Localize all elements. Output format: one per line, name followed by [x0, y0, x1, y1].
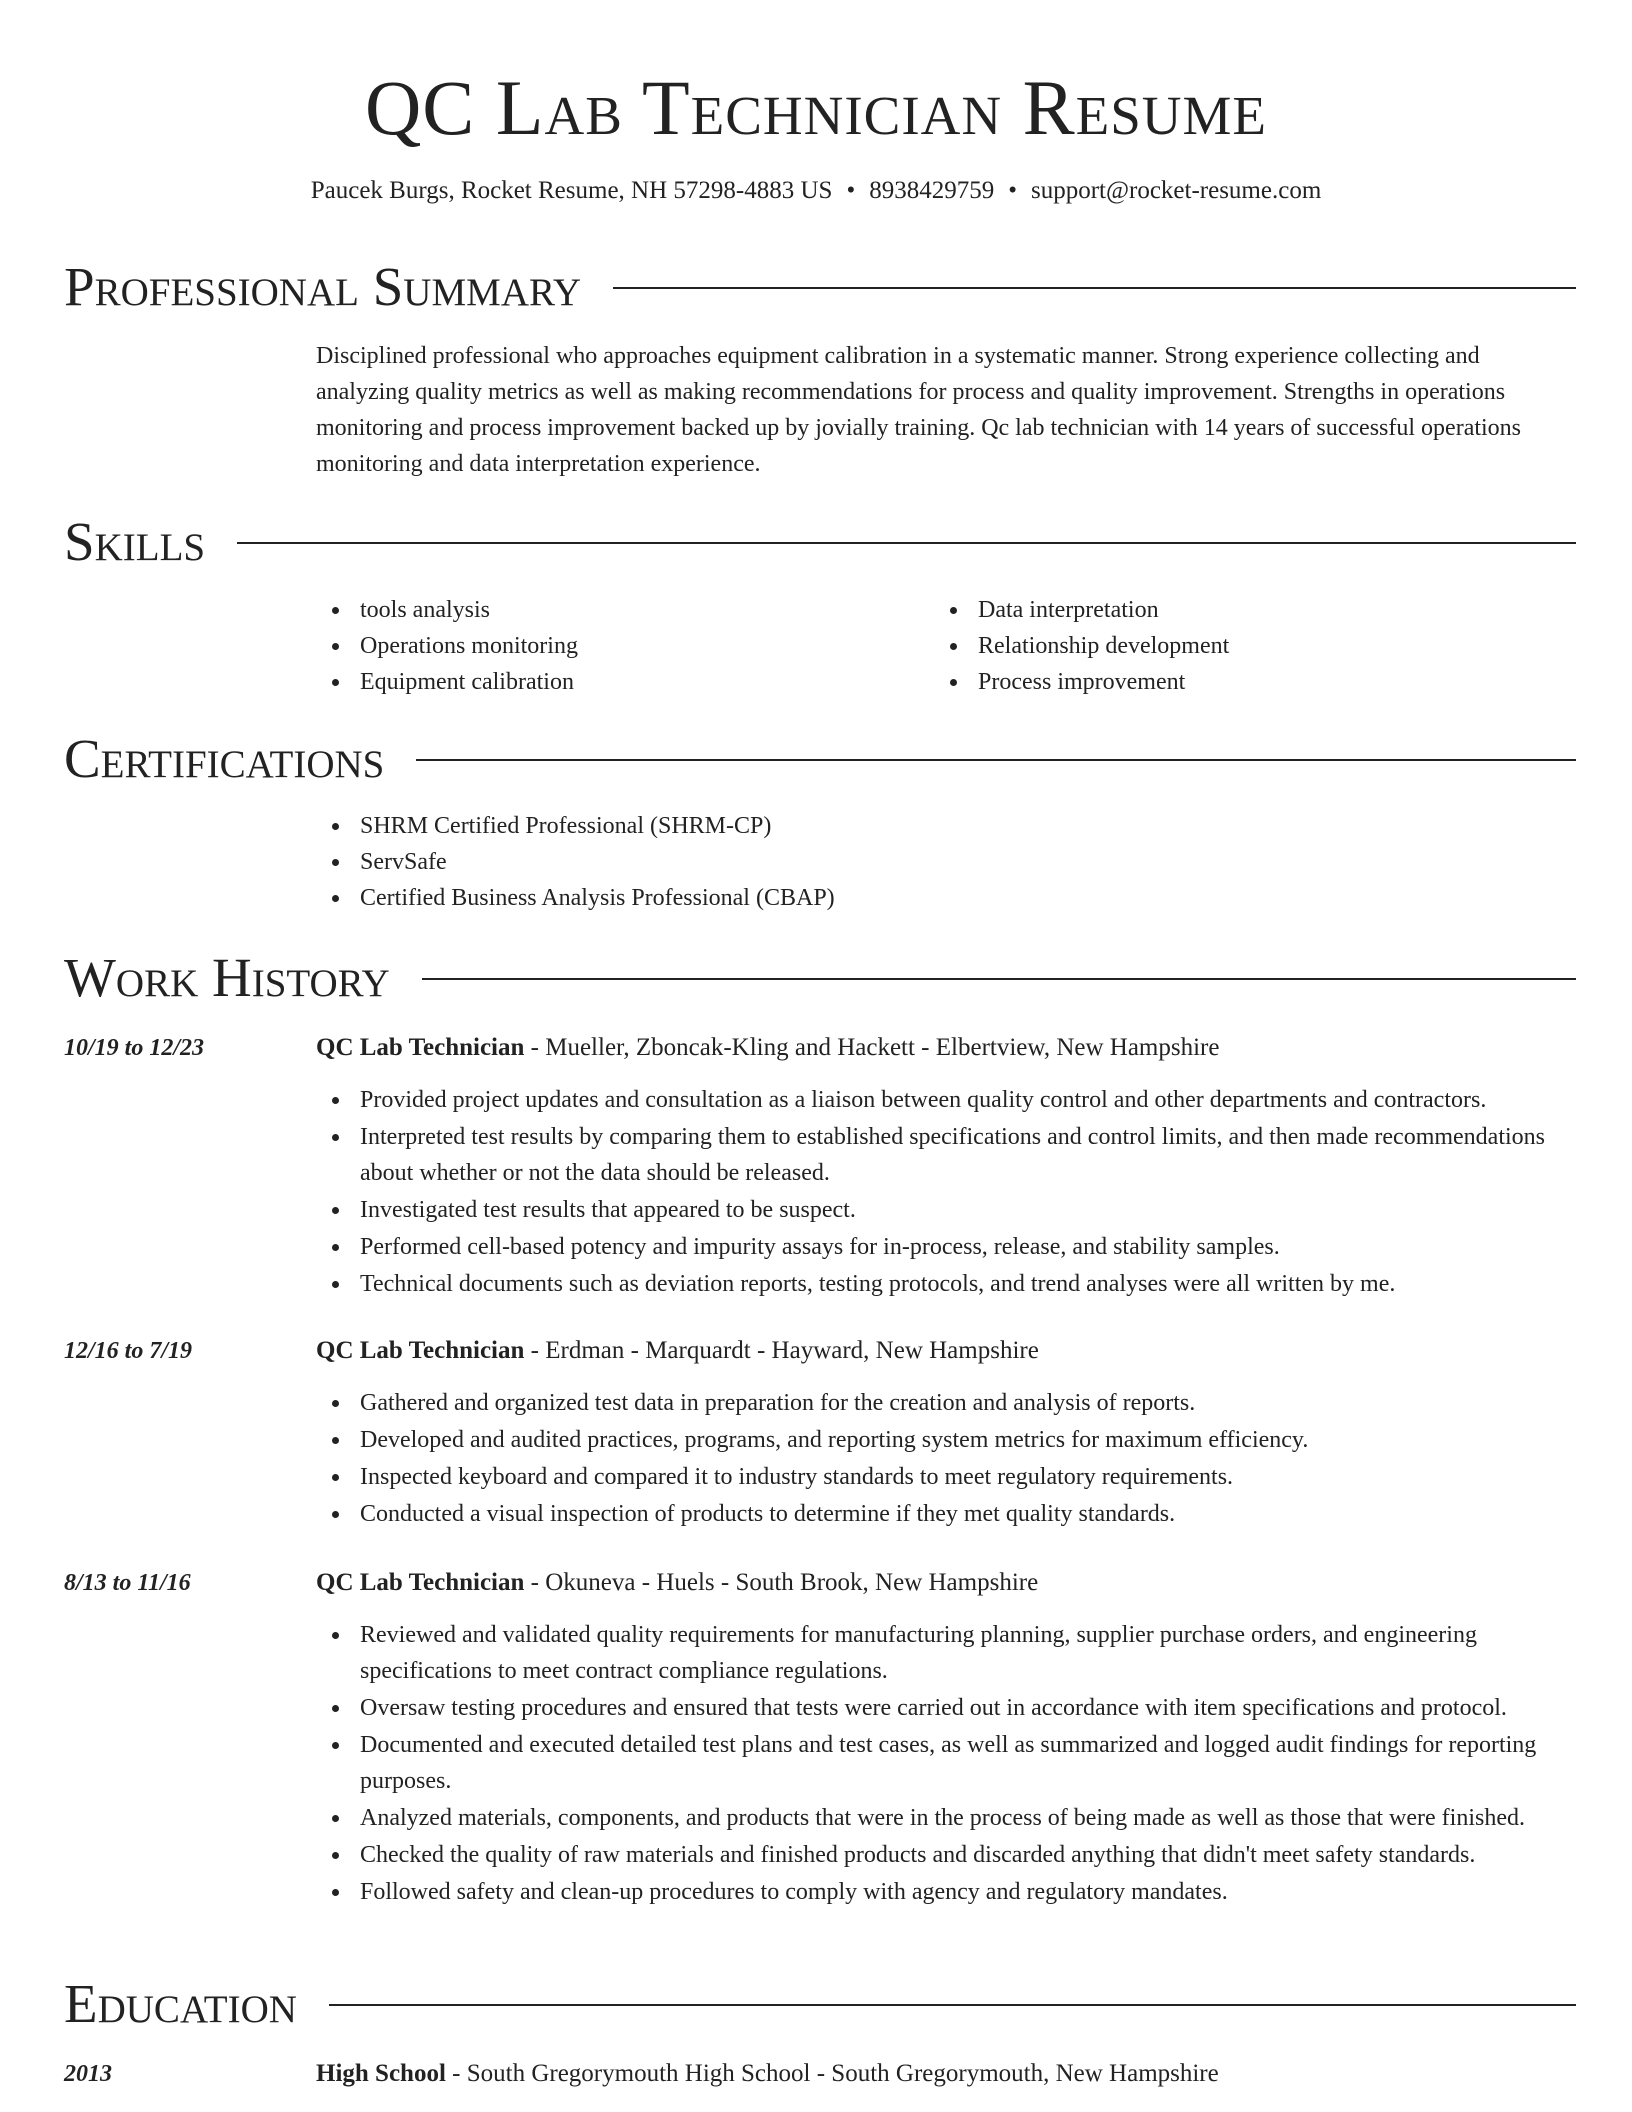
summary-block — [316, 338, 1578, 482]
certification-item: Certified Business Analysis Professional (CBAP) — [316, 880, 1578, 916]
job-employer: - Mueller, Zboncak-Kling and Hackett - Elbertview, New Hampshire — [524, 1034, 1220, 1061]
skill-item: Data interpretation — [934, 592, 1552, 628]
job-bullet: Interpreted test results by comparing them to established specifications and control limits, and then made recommendations about whether or not the data should be released. — [316, 1119, 1578, 1191]
section-title: Professional Summary — [64, 256, 582, 317]
contact-separator: • — [846, 177, 856, 204]
skill-item: Process improvement — [934, 664, 1552, 700]
skills-list — [316, 592, 1578, 700]
contact-phone: 8938429759 — [869, 177, 995, 204]
education-school: - South Gregorymouth High School - South Gregorymouth, New Hampshire — [445, 2060, 1219, 2087]
job-bullet: Provided project updates and consultation as a liaison between quality control and other departments and contractors. — [316, 1082, 1578, 1118]
skill-item: tools analysis — [316, 592, 934, 628]
job-bullet: Documented and executed detailed test plans and test cases, as well as summarized and logged audit findings for reporting purposes. — [316, 1727, 1578, 1799]
education-year: 2013 — [64, 2061, 112, 2087]
section-title: Skills — [64, 511, 206, 572]
job-bullets — [316, 1082, 1578, 1303]
job-employer: - Okuneva - Huels - South Brook, New Hampshire — [524, 1569, 1039, 1596]
job-bullet: Reviewed and validated quality requirements for manufacturing planning, supplier purchase orders, and engineering specifications to meet contract compliance regulations. — [316, 1617, 1578, 1689]
job-bullet: Developed and audited practices, programs, and reporting system metrics for maximum efficiency. — [316, 1422, 1578, 1458]
job-role: QC Lab Technician — [316, 1337, 525, 1364]
education-line — [316, 2056, 1578, 2092]
skills-column-left — [316, 592, 934, 700]
job-role: QC Lab Technician — [316, 1569, 525, 1596]
job-bullet: Inspected keyboard and compared it to industry standards to meet regulatory requirements. — [316, 1459, 1578, 1495]
job-bullet: Gathered and organized test data in preparation for the creation and analysis of reports. — [316, 1385, 1578, 1421]
contact-email: support@rocket-resume.com — [1030, 177, 1322, 204]
resume-title: QC Lab Technician Resume — [364, 64, 1268, 151]
job-dates: 12/16 to 7/19 — [64, 1338, 193, 1364]
section-title: Work History — [64, 947, 390, 1008]
summary-text: Disciplined professional who approaches equipment calibration in a systematic manner. Strong experience collecting and analyzing quality metrics as well as making recommendations for process and quality improvement. Strengths in operations monitoring and process improvement backed up by jovially training. Qc lab technician with 14 years of successful operations monitoring and data interpretation experience. — [316, 343, 1522, 477]
section-heading-education — [64, 1972, 1576, 2036]
section-rule — [422, 978, 1576, 980]
skills-column-right — [934, 592, 1552, 700]
certifications-list — [316, 808, 1578, 916]
section-rule — [416, 759, 1576, 761]
section-title: Certifications — [64, 728, 385, 789]
education-degree: High School — [316, 2060, 446, 2087]
job-title-line — [316, 1030, 1578, 1066]
job-bullet: Followed safety and clean-up procedures to comply with agency and regulatory mandates. — [316, 1874, 1578, 1910]
job-dates: 10/19 to 12/23 — [64, 1035, 205, 1061]
certification-item: SHRM Certified Professional (SHRM-CP) — [316, 808, 1578, 844]
job-bullet: Checked the quality of raw materials and finished products and discarded anything that didn't meet safety standards. — [316, 1837, 1578, 1873]
skill-item: Operations monitoring — [316, 628, 934, 664]
job-employer: - Erdman - Marquardt - Hayward, New Hampshire — [524, 1337, 1039, 1364]
job-title-line — [316, 1333, 1578, 1369]
skill-item: Relationship development — [934, 628, 1552, 664]
section-rule — [613, 287, 1576, 289]
contact-address: Paucek Burgs, Rocket Resume, NH 57298-4883 US — [310, 177, 833, 204]
section-heading-skills — [64, 510, 1576, 574]
job-bullet: Performed cell-based potency and impurity assays for in-process, release, and stability samples. — [316, 1229, 1578, 1265]
certification-item: ServSafe — [316, 844, 1578, 880]
job-role: QC Lab Technician — [316, 1034, 525, 1061]
job-bullet: Conducted a visual inspection of products to determine if they met quality standards. — [316, 1496, 1578, 1532]
skill-item: Equipment calibration — [316, 664, 934, 700]
contact-line — [0, 174, 1632, 208]
section-heading-summary — [64, 255, 1576, 319]
section-rule — [329, 2004, 1576, 2006]
section-heading-certifications — [64, 727, 1576, 791]
contact-separator: • — [1008, 177, 1017, 204]
job-bullet: Investigated test results that appeared to be suspect. — [316, 1192, 1578, 1228]
job-bullet: Oversaw testing procedures and ensured that tests were carried out in accordance with item specifications and protocol. — [316, 1690, 1578, 1726]
section-title: Education — [64, 1973, 297, 2034]
job-bullets — [316, 1385, 1578, 1533]
job-bullet: Technical documents such as deviation reports, testing protocols, and trend analyses were all written by me. — [316, 1266, 1578, 1302]
job-bullets — [316, 1617, 1578, 1911]
section-rule — [237, 542, 1576, 544]
job-title-line — [316, 1565, 1578, 1601]
job-dates: 8/13 to 11/16 — [64, 1570, 191, 1596]
section-heading-work-history — [64, 946, 1576, 1010]
job-bullet: Analyzed materials, components, and products that were in the process of being made as well as those that were finished. — [316, 1800, 1578, 1836]
